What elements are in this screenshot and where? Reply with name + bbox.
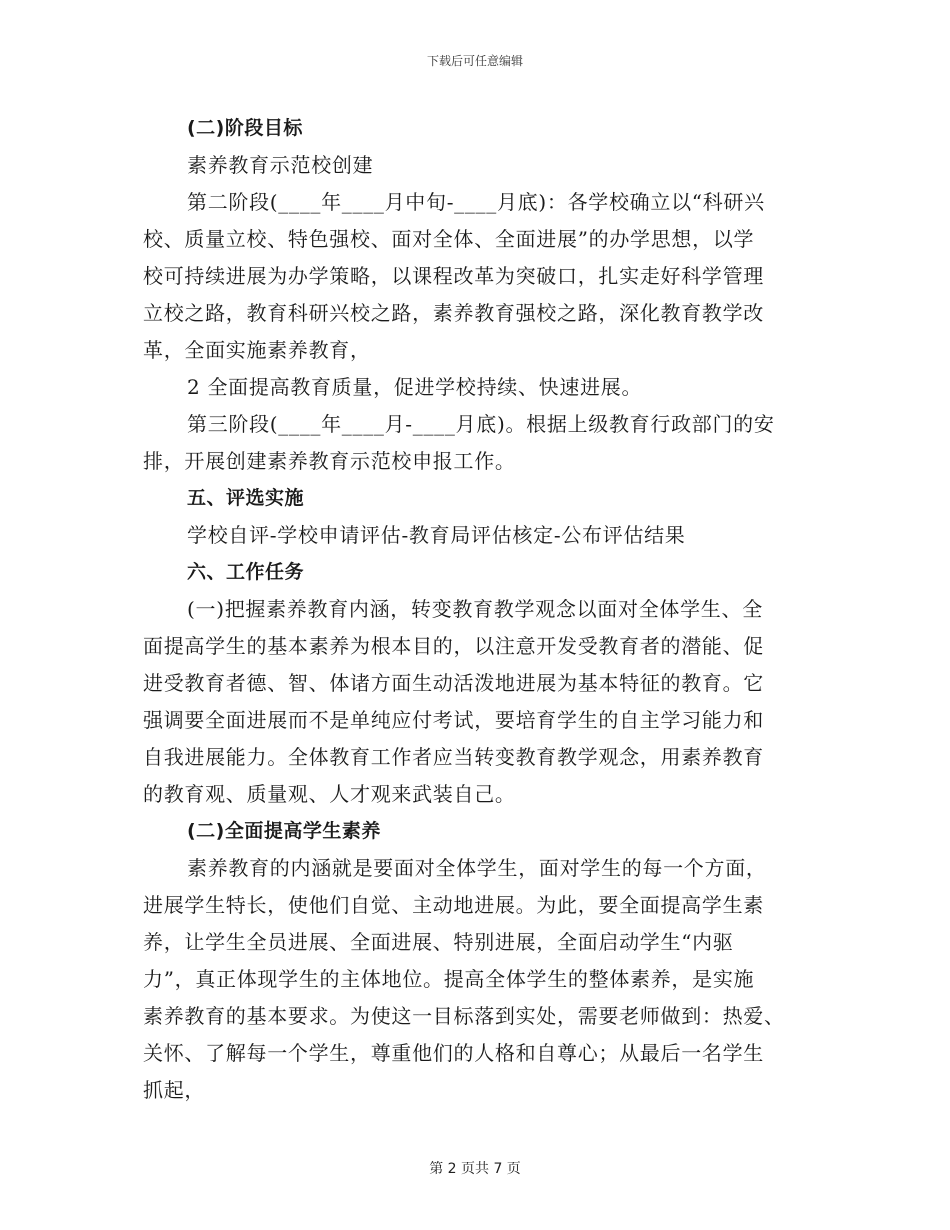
- page-number: 第 2 页共 7 页: [429, 1161, 521, 1177]
- text-line: 养，让学生全员进展、全面进展、特别进展，全面启动学生“内驱: [143, 930, 734, 954]
- section-heading: (二)全面提高学生素养: [187, 820, 381, 842]
- text-line: 关怀、了解每一个学生，尊重他们的人格和自尊心；从最后一名学生: [143, 1041, 764, 1065]
- text-line: 素养教育的基本要求。为使这一目标落到实处，需要老师做到：热爱、: [143, 1004, 785, 1028]
- text-line: 第二阶段(____年____月中旬-____月底)：各学校确立以“科研兴: [187, 190, 765, 214]
- text-line: 素养教育示范校创建: [187, 153, 374, 177]
- text-line: 校可持续进展为办学策略，以课程改革为突破口，扎实走好科学管理: [143, 264, 764, 288]
- section-heading: (二)阶段目标: [187, 117, 303, 139]
- document-body: [143, 110, 813, 1109]
- text-line: 面提高学生的基本素养为根本目的，以注意开发受教育者的潜能、促: [143, 634, 764, 658]
- text-line: 素养教育的内涵就是要面对全体学生，面对学生的每一个方面，: [187, 856, 767, 880]
- text-line: 学校自评-学校申请评估-教育局评估核定-公布评估结果: [187, 523, 686, 547]
- text-line: 校、质量立校、特色强校、面对全体、全面进展”的办学思想，以学: [143, 227, 755, 251]
- text-line: 强调要全面进展而不是单纯应付考试，要培育学生的自主学习能力和: [143, 708, 764, 732]
- text-line: 2 全面提高教育质量，促进学校持续、快速进展。: [187, 375, 643, 399]
- page-header: 下载后可任意编辑: [426, 54, 523, 68]
- text-line: 进展学生特长，使他们自觉、主动地进展。为此，要全面提高学生素: [143, 893, 764, 917]
- section-heading: 五、评选实施: [187, 487, 305, 509]
- text-line: 抓起，: [143, 1078, 206, 1102]
- text-line: 自我进展能力。全体教育工作者应当转变教育教学观念，用素养教育: [143, 745, 764, 769]
- text-line: 力”，真正体现学生的主体地位。提高全体学生的整体素养，是实施: [143, 967, 755, 991]
- section-heading: 六、工作任务: [187, 561, 305, 583]
- text-line: 立校之路，教育科研兴校之路，素养教育强校之路，深化教育教学改: [143, 301, 764, 325]
- text-line: 进受教育者德、智、体诸方面生动活泼地进展为基本特征的教育。它: [143, 671, 764, 695]
- text-line: 的教育观、质量观、人才观来武装自己。: [143, 782, 516, 806]
- text-line: 革，全面实施素养教育，: [143, 338, 371, 362]
- text-line: 排，开展创建素养教育示范校申报工作。: [143, 449, 516, 473]
- text-line: 第三阶段(____年____月-____月底)。根据上级教育行政部门的安: [187, 412, 775, 436]
- text-line: (一)把握素养教育内涵，转变教育教学观念以面对全体学生、全: [187, 597, 763, 621]
